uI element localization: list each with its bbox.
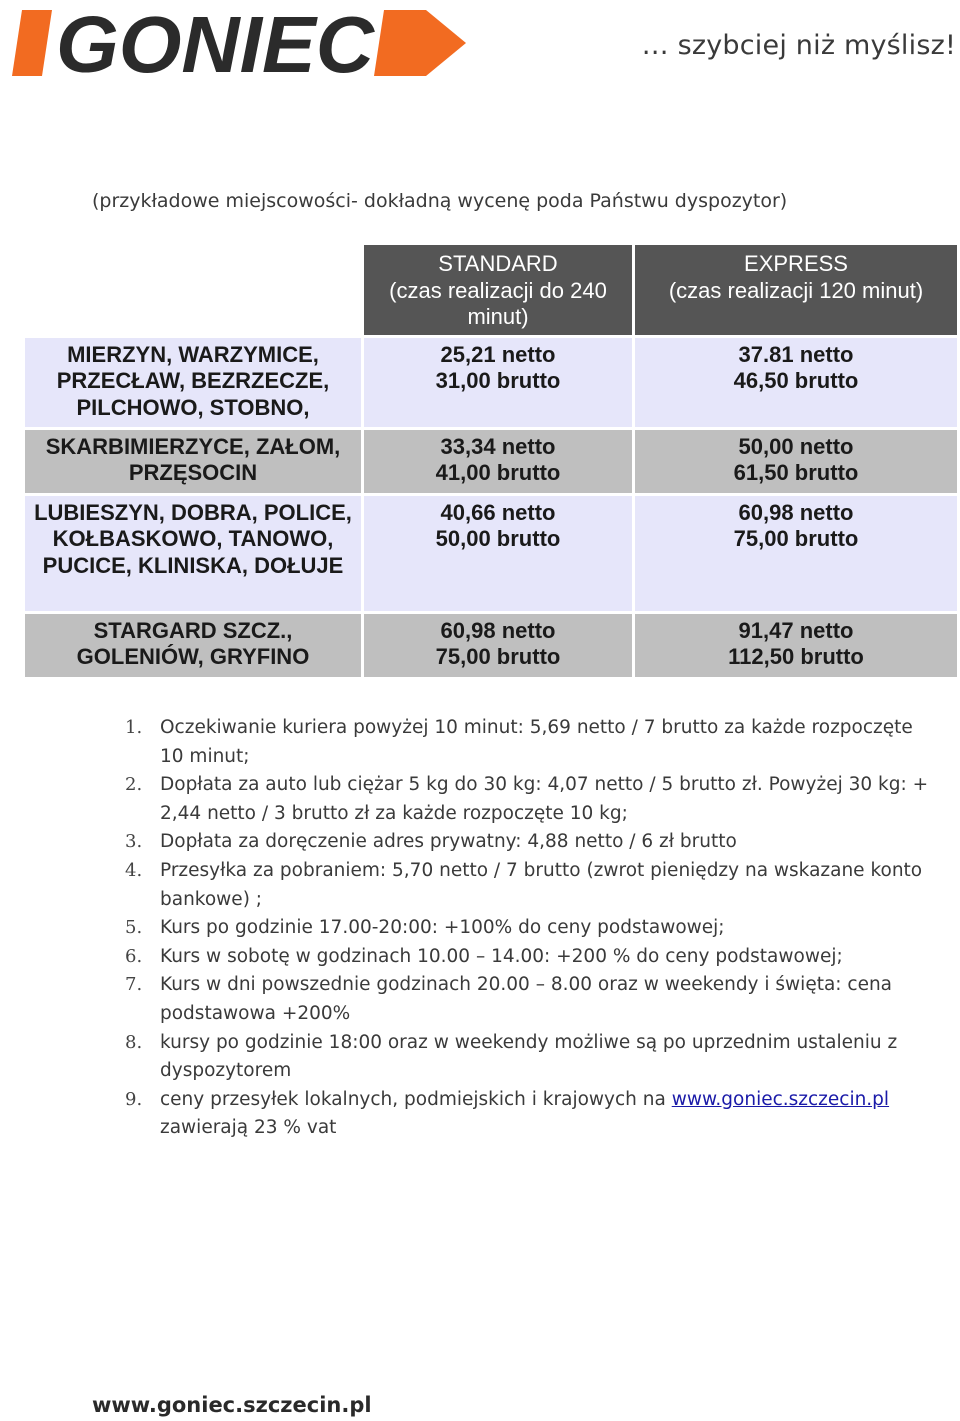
list-item-text-before: ceny przesyłek lokalnych, podmiejskich i krajowych na: [160, 1088, 672, 1110]
list-item-text: Kurs w dni powszednie godzinach 20.00 – 8.00 oraz w weekendy i święta: cena podstawowa +200%: [160, 974, 893, 1024]
list-item-number: 2.: [125, 774, 143, 796]
places-cell: STARGARD SZCZ., GOLENIÓW, GRYFINO: [25, 614, 361, 677]
logo-arrow: [374, 10, 466, 76]
website-link[interactable]: www.goniec.szczecin.pl: [671, 1088, 890, 1110]
list-item-text-after: zawierają 23 % vat: [160, 1117, 337, 1139]
table-header-empty: [25, 245, 361, 335]
list-item: [122, 828, 932, 857]
standard-price-cell: 33,34 netto 41,00 brutto: [364, 430, 632, 493]
list-item-text: Dopłata za doręczenie adres prywatny: 4,88 netto / 6 zł brutto: [160, 831, 737, 853]
list-item: [122, 914, 932, 943]
list-item-text: Dopłata za auto lub ciężar 5 kg do 30 kg: 4,07 netto / 5 brutto zł. Powyżej 30 kg: + 2,44 netto / 3 brutto zł za każde rozpoczęte 10 kg;: [160, 774, 929, 824]
price-table: [22, 245, 960, 677]
logo-graphic: [12, 6, 472, 82]
column-header-express: [635, 245, 957, 335]
list-item-number: 8.: [125, 1031, 143, 1053]
places-cell: SKARBIMIERZYCE, ZAŁOM, PRZĘSOCIN: [25, 430, 361, 493]
list-item-number: 1.: [125, 717, 143, 738]
list-item-text: Kurs po godzinie 17.00-20:00: +100% do ceny podstawowej;: [160, 917, 725, 939]
list-item-number: 7.: [125, 974, 143, 996]
list-item-text: Oczekiwanie kuriera powyżej 10 minut: 5,69 netto / 7 brutto za każde rozpoczęte 10 minut;: [160, 717, 913, 767]
tagline: … szybciej niż myślisz!: [641, 30, 956, 61]
places-cell: MIERZYN, WARZYMICE, PRZECŁAW, BEZRZECZE, PILCHOWO, STOBNO,: [25, 338, 361, 427]
table-row: [25, 496, 957, 611]
pricing-note: (przykładowe miejscowości- dokładną wycenę poda Państwu dyspozytor): [92, 190, 788, 212]
express-price-cell: 60,98 netto 75,00 brutto: [635, 496, 957, 611]
pricing-rules-list: [122, 714, 932, 1143]
list-item-text: kursy po godzinie 18:00 oraz w weekendy możliwe są po uprzednim ustaleniu z dyspozytorem: [160, 1031, 898, 1082]
column-header-standard: [364, 245, 632, 335]
standard-price-cell: 25,21 netto 31,00 brutto: [364, 338, 632, 427]
express-price-cell: 91,47 netto 112,50 brutto: [635, 614, 957, 677]
list-item-text: Kurs w sobotę w godzinach 10.00 – 14.00: +200 % do ceny podstawowej;: [160, 945, 843, 967]
list-item: [122, 771, 932, 828]
table-header-row: [25, 245, 957, 335]
goniec-logo: [12, 6, 472, 82]
list-item-number: 9.: [125, 1088, 143, 1110]
list-item: [122, 857, 932, 914]
footer-website: www.goniec.szczecin.pl: [92, 1393, 372, 1417]
list-item: [122, 1029, 932, 1086]
list-item-number: 6.: [125, 945, 143, 967]
list-item-number: 3.: [125, 831, 143, 853]
list-item-number: 4.: [125, 859, 143, 881]
column-header-standard-text: STANDARD (czas realizacji do 240 minut): [389, 251, 607, 329]
express-price-cell: 50,00 netto 61,50 brutto: [635, 430, 957, 493]
table-row: [25, 430, 957, 493]
list-item: [122, 971, 932, 1028]
list-item-number: 5.: [125, 917, 143, 939]
logo-text: GONIEC: [56, 6, 376, 82]
logo-left-bar: [12, 10, 52, 76]
places-cell: LUBIESZYN, DOBRA, POLICE, KOŁBASKOWO, TANOWO, PUCICE, KLINISKA, DOŁUJE: [25, 496, 361, 611]
standard-price-cell: 60,98 netto 75,00 brutto: [364, 614, 632, 677]
list-item: [122, 714, 932, 771]
list-item-text: Przesyłka za pobraniem: 5,70 netto / 7 brutto (zwrot pieniędzy na wskazane konto bankowe) ;: [160, 859, 923, 910]
list-item: [122, 943, 932, 972]
list-item: [122, 1086, 932, 1143]
standard-price-cell: 40,66 netto 50,00 brutto: [364, 496, 632, 611]
column-header-express-text: EXPRESS (czas realizacji 120 minut): [668, 251, 924, 303]
table-row: [25, 338, 957, 427]
express-price-cell: 37.81 netto 46,50 brutto: [635, 338, 957, 427]
table-row: [25, 614, 957, 677]
